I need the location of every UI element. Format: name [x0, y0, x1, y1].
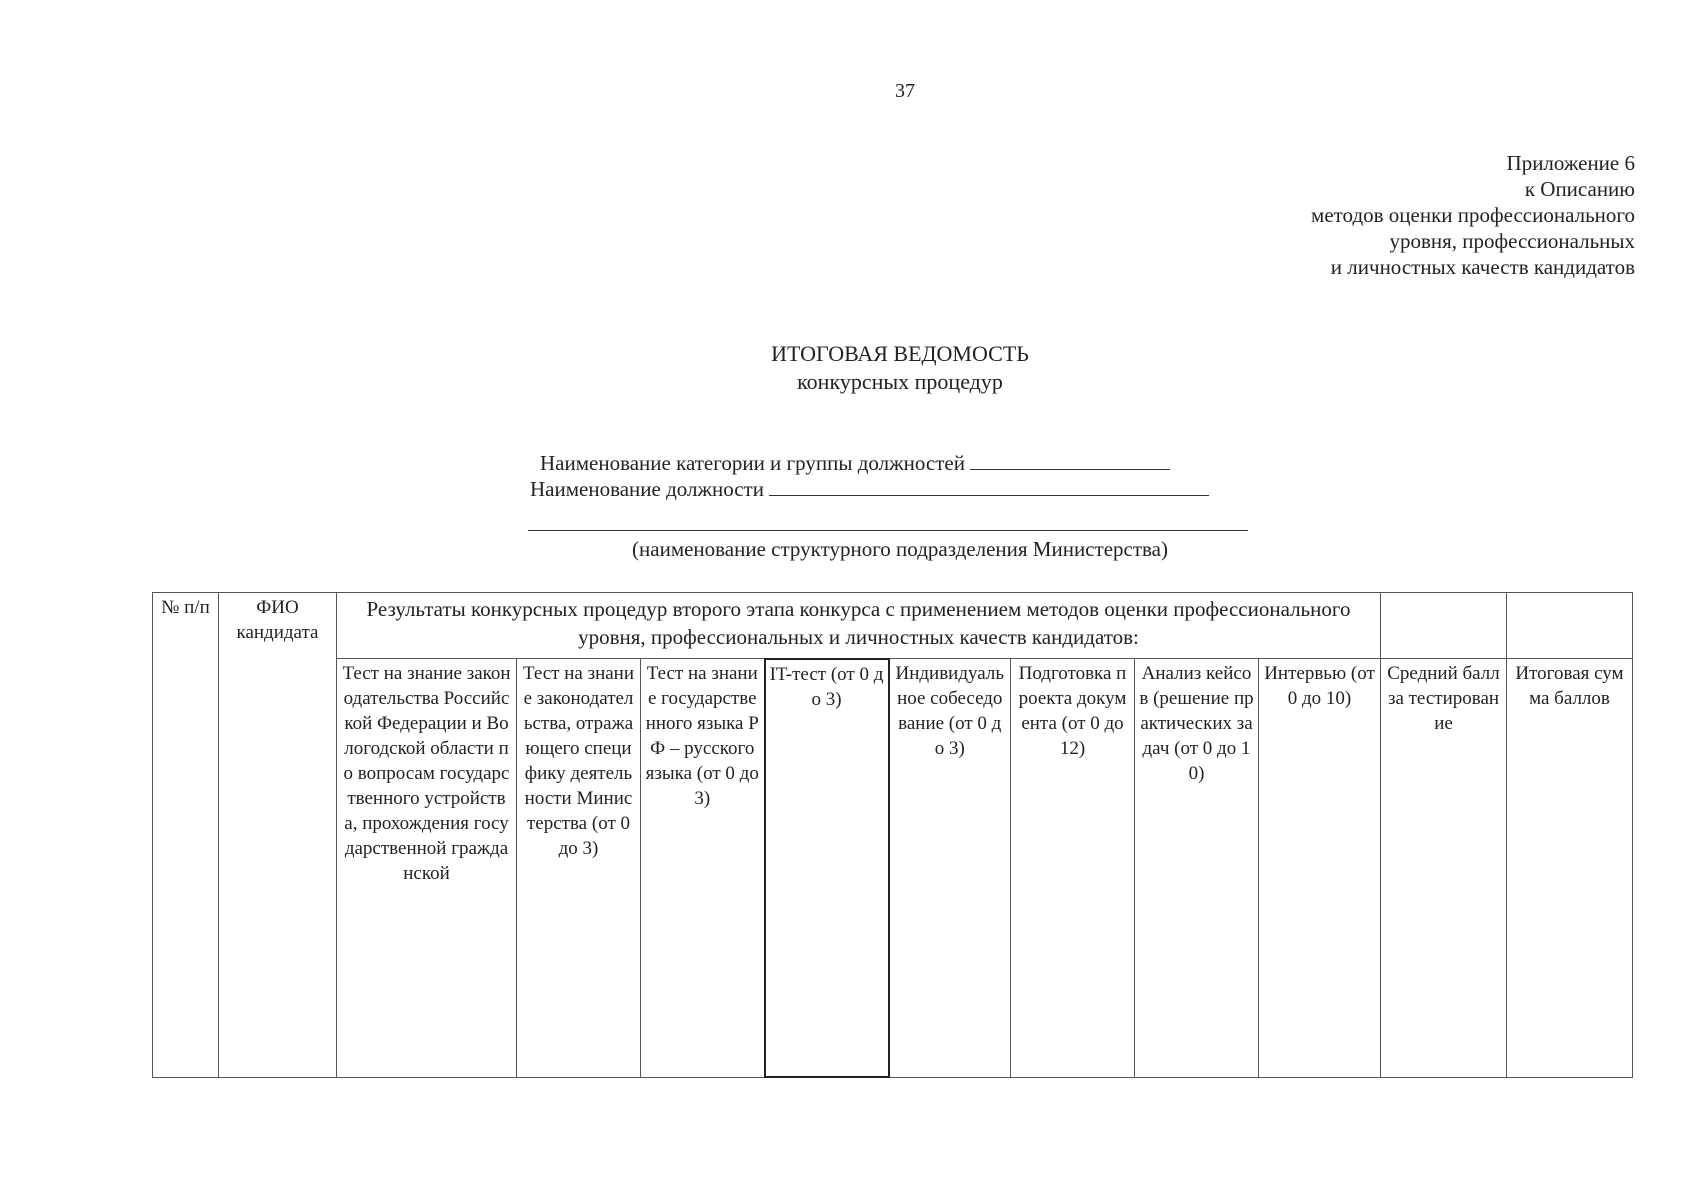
results-table	[152, 592, 1633, 1078]
col-number-header: № п/п	[153, 593, 219, 1078]
title-sub: конкурсных процедур	[797, 369, 1003, 394]
appendix-note	[1311, 150, 1635, 280]
sub-col-ministry-law-test: Тест на знание законодательства, отражающего специфику деятельности Министерства (от 0 до 3)	[517, 659, 641, 1078]
col-name-header: ФИО кандидата	[219, 593, 337, 1078]
subdivision-caption: (наименование структурного подразделения Министерства)	[632, 537, 1168, 561]
appendix-line: к Описанию	[1524, 177, 1635, 201]
sub-col-document-draft: Подготовка проекта документа (от 0 до 12)	[1011, 659, 1135, 1078]
total-header-top	[1507, 593, 1633, 659]
appendix-line: Приложение 6	[1506, 151, 1635, 175]
appendix-line: методов оценки профессионального	[1311, 203, 1635, 227]
appendix-line: уровня, профессиональных	[1389, 229, 1635, 253]
average-header-top	[1381, 593, 1507, 659]
subdivision-blank-line	[528, 530, 1248, 531]
table-header-row	[153, 593, 1633, 659]
position-label: Наименование должности	[530, 477, 764, 501]
category-blank-line	[970, 451, 1170, 470]
sub-col-interview-individual: Индивидуальное собеседование (от 0 до 3)	[889, 659, 1011, 1078]
position-field	[530, 476, 1209, 502]
sub-col-language-test: Тест на знание государственного языка РФ – русского языка (от 0 до 3)	[641, 659, 765, 1078]
category-field	[540, 450, 1170, 476]
sub-col-law-test: Тест на знание законодательства Российской Федерации и Вологодской области по вопросам государственного устройства, прохождения государственной гражданской	[337, 659, 517, 1078]
page-number: 37	[895, 80, 915, 102]
appendix-line: и личностных качеств кандидатов	[1330, 255, 1635, 279]
title-main: ИТОГОВАЯ ВЕДОМОСТЬ	[771, 341, 1029, 366]
sub-col-it-test: IT-тест (от 0 до 3)	[765, 659, 889, 1078]
col-average-header: Средний балл за тестирование	[1381, 659, 1507, 1078]
sub-col-interview: Интервью (от 0 до 10)	[1259, 659, 1381, 1078]
col-total-header: Итоговая сумма баллов	[1507, 659, 1633, 1078]
sub-col-case-analysis: Анализ кейсов (решение практических задач (от 0 до 10)	[1135, 659, 1259, 1078]
document-title	[0, 340, 1695, 396]
table-subheader-row	[153, 659, 1633, 1078]
group-header: Результаты конкурсных процедур второго этапа конкурса с применением методов оценки профессионального уровня, профессиональных и личностных качеств кандидатов:	[337, 593, 1381, 659]
position-blank-line	[769, 477, 1209, 496]
category-label: Наименование категории и группы должностей	[540, 451, 965, 475]
